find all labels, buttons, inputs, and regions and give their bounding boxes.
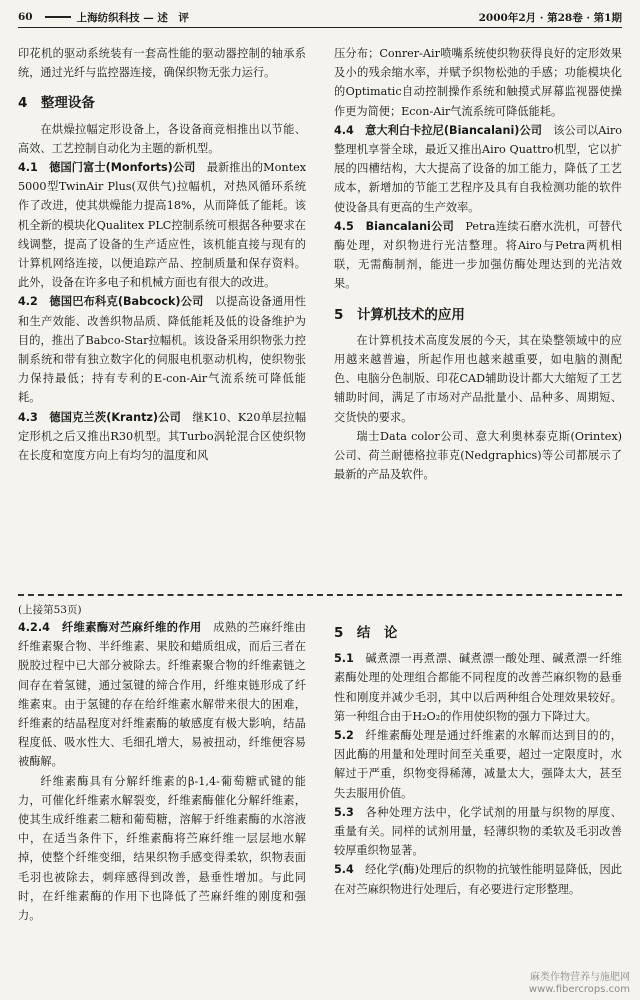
top-left-column [18,44,306,465]
conclusion-5-3-number: 5.3 [334,805,354,819]
section-5-paragraph-1: 在计算机技术高度发展的今天，其在染整领域中的应用越来越普遍，所起作用也越来越重要，如电脑的测配色、电脑分色制版、印花CAD辅助设计都大大缩短了工艺辅助时间，满足了市场对产品批量小、品种多、周期短、交货快的要求。 [334,333,622,424]
conclusion-5-2 [334,726,622,803]
conclusion-5-4 [334,860,622,898]
header-rule [18,27,622,28]
header-dash [45,16,71,18]
section-4-5 [334,217,622,294]
section-4-4-body: 该公司以Airo整理机享誉全球，最近又推出Airo Quattro机型，它以扩展的四槽结构，大大提高了设备的加工能力，降低了工艺成本，新增加的节能工艺程序及具有自我检测功能的软件使设备具有更高的生产效率。 [334,123,622,214]
section-4-1-body: 最新推出的Montex 5000型TwinAir Plus(双供气)拉幅机，对热风循环系统作了改进，使其烘燥能力提高18%，从而降低了能耗。该机全新的模块化Qualitex PLC控制系统可根据各种要求在线调整，提高了设备的生产适应性，该机能直接与现有的计算机网络连接，以便追踪产品、控制质量和保存资料。此外，设备在许多电子和机械方面也有很大的改进。 [18,161,306,290]
section-4-1-heading: 4.1 德国门富士(Monforts)公司 [18,161,196,175]
section-5-paragraph-2: 瑞士Data color公司、意大利奥林泰克斯(Orintex)公司、荷兰耐德格拉菲克(Nedgraphics)等公司都展示了最新的产品及软件。 [334,429,622,482]
intro-paragraph: 印花机的驱动系统装有一套高性能的驱动器控制的轴承系统，通过光纤与监控器连接，确保织物无张力运行。 [18,47,306,80]
conclusion-5-1-body: 碱煮漂一再煮漂、碱煮漂一酸处理、碱煮漂一纤维素酶处理的处理组合都能不同程度的改善苎麻织物的悬垂性和刚度并减少毛羽，其中以后两种组合处理效果较好。第一种组合由于H₂O₂的作用使织物的强力下降过大。 [334,652,622,723]
bottom-right-column [334,624,622,899]
top-right-column [334,44,622,484]
journal-name: 上海纺织科技 — 述 评 [76,11,189,24]
watermark-url: www.fibercrops.com [528,984,630,995]
page-number: 60 [18,11,33,23]
conclusion-5-4-body: 经化学(酶)处理后的织物的抗皱性能明显降低，因此在对苎麻织物进行处理后，有必要进行定形整理。 [334,863,622,896]
section-4-4-heading: 4.4 意大利白卡拉尼(Biancalani)公司 [334,123,542,137]
section-4-3-heading: 4.3 德国克兰茨(Krantz)公司 [18,410,181,424]
section-4-1 [18,158,306,292]
page-header [18,8,622,26]
conclusion-5-2-number: 5.2 [334,729,354,743]
section-4-2-body: 以提高设备通用性和生产效能、改善织物品质、降低能耗及低的设备维护为目的，推出了Babco-Star拉幅机。该设备采用织物张力控制系统和带有独立数字化的伺服电机驱动机构，使织物张力保持最低；持有专利的E-con-Air气流系统可降低能耗。 [18,295,306,405]
section-5-title: 5 计算机技术的应用 [334,306,465,323]
site-watermark [529,972,630,996]
conclusion-5-3-body: 各种处理方法中，化学试剂的用量与织物的厚度、重量有关。同样的试剂用量，轻薄织物的柔软及毛羽改善较厚重织物显著。 [334,805,622,858]
section-4-intro: 在烘燥拉幅定形设备上，各设备商竞相推出以节能、高效、工艺控制自动化为主题的新机型。 [18,122,306,155]
conclusion-title: 5 结 论 [334,625,398,641]
conclusion-5-4-number: 5.4 [334,863,354,877]
section-4-3 [18,408,306,466]
continued-text: 压分布；Conrer-Air喷嘴系统使织物获得良好的定形效果及小的残余缩水率，并赋予织物松弛的手感；功能模块化的Optimatic自动控制操作系统和触摸式屏幕监视器使操作更为简便；Econ-Air气流系统可降低能耗。 [334,47,622,118]
section-4-3-body: 继K10、K20单层拉幅定形机之后又推出R30机型。其Turbo涡轮混合区使织物在长度和宽度方向上有均匀的温度和风 [18,410,307,463]
section-4-2-heading: 4.2 德国巴布科克(Babcock)公司 [18,295,204,309]
conclusion-5-3 [334,803,622,861]
continued-from-note: (上接第53页) [18,604,82,616]
conclusion-5-2-body: 纤维素酶处理是通过纤维素的水解而达到目的的，因此酶的用量和处理时间至关重要，超过一定限度时，水解过于严重，织物变得稀薄，减量太大，强降太大，甚至失去服用价值。 [334,729,622,800]
bottom-left-column [18,602,306,925]
section-4-2-4 [18,618,306,772]
issue-info: 2000年2月 · 第28卷 · 第1期 [478,11,622,24]
section-4-2 [18,292,306,407]
section-4-2-4-body: 成熟的苎麻纤维由纤维素聚合物、半纤维素、果胶和蜡质组成，而后三者在脱胶过程中已大部分被除去。纤维素聚合物的纤维素链之间存在着氢键，通过氢键的缔合作用，纤维束链形成了纤维素束。由于氢键的存在给纤维素水解带来很大的困难，纤维素的结晶程度对纤维素酶的敏感度有极大影响，结晶程度低、吸水性大、毛细孔增大，易被扭动，纤维便容易被酶解。 [18,621,306,769]
watermark-site-name: 麻类作物营养与施肥网 [530,972,630,983]
section-4-5-heading: 4.5 Biancalani公司 [334,219,455,233]
section-4-5-body: Petra连续石磨水洗机，可替代酶处理，对织物进行光洁整理。将Airo与Petra两机相联，无需酶制剂，能进一步加强仿酶处理达到的光洁效果。 [334,219,622,291]
section-4-title: 4 整理设备 [18,95,95,112]
conclusion-5-1 [334,649,622,726]
section-4-2-4-heading: 4.2.4 纤维素酶对苎麻纤维的作用 [18,621,202,634]
section-4-2-4-paragraph-2: 纤维素酶具有分解纤维素的β-1,4-葡萄糖甙键的能力，可催化纤维素水解裂变，纤维素酶催化分解纤维素，使其生成纤维素二糖和葡萄糖，溶解于纤维素酶的水溶液中，在适当条件下，纤维素酶将苎麻纤维一层层地水解掉，使整个纤维变细，结果织物手感变得柔软，织物表面毛羽也被除去，刺痒感得到改善，悬垂性增加。与此同时，在纤维素酶的作用下也降低了苎麻纤维的刚度和强力。 [18,774,306,923]
section-4-4 [334,121,622,217]
conclusion-5-1-number: 5.1 [334,652,354,666]
section-divider [18,594,622,596]
